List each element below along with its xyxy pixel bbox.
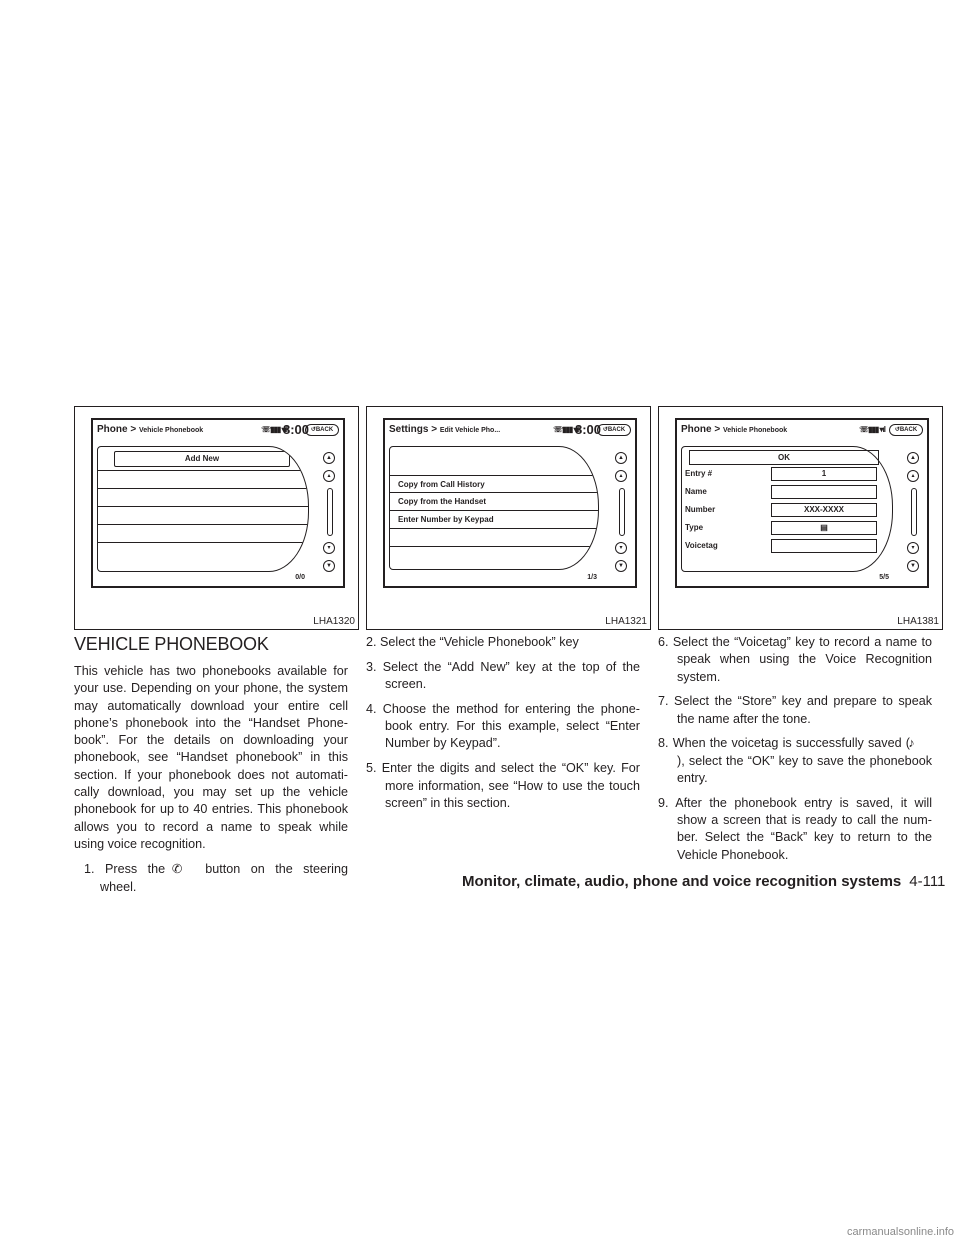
list-item[interactable]: Copy from Call History [390, 475, 598, 493]
step-6: 6. Select the “Voicetag” key to record a name to speak when using the Voice Recognition system. [658, 635, 932, 684]
back-button[interactable]: ↺BACK [889, 424, 923, 436]
screen-display [383, 418, 637, 588]
figure-lha1381 [658, 406, 943, 630]
figure-code: LHA1320 [313, 616, 355, 627]
scroll-track[interactable] [619, 488, 625, 536]
page-footer [462, 873, 945, 890]
page-down-icon[interactable]: ▼ [615, 560, 627, 572]
field-label: Name [685, 487, 707, 496]
voicetag-field[interactable] [771, 539, 877, 553]
page-up-icon[interactable]: ▲ [615, 452, 627, 464]
column-3 [658, 634, 932, 872]
page-down-icon[interactable]: ▼ [323, 560, 335, 572]
scroll-track[interactable] [327, 488, 333, 536]
field-value[interactable]: XXX-XXXX [771, 503, 877, 517]
field-label: Type [685, 523, 704, 532]
clock: 8:00 [282, 422, 309, 437]
page-down-icon[interactable]: ▼ [907, 560, 919, 572]
list-item[interactable]: Enter Number by Keypad [390, 511, 598, 529]
field-value[interactable]: ▤ [771, 521, 877, 535]
footer-section: Monitor, climate, audio, phone and voice recognition systems [462, 873, 902, 890]
entry-list [97, 446, 309, 572]
field-value[interactable]: 1 [771, 467, 877, 481]
step-8: 8. When the voicetag is successfully saved (♪), select the “OK” key to save the phonebook entry. [658, 736, 932, 786]
page-indicator: 0/0 [295, 574, 305, 581]
list-item[interactable] [98, 489, 308, 507]
screen-display [675, 418, 929, 588]
scrollbar[interactable] [323, 452, 337, 572]
status-icons: ☏▮▮▮ ▾ıl [261, 425, 287, 434]
status-bar [93, 420, 343, 440]
page-up-icon[interactable]: ▲ [907, 452, 919, 464]
back-button[interactable]: ↺BACK [597, 424, 631, 436]
status-bar [677, 420, 927, 440]
figure-lha1321 [366, 406, 651, 630]
scrollbar[interactable] [907, 452, 921, 572]
phone-icon: ✆ [171, 862, 183, 877]
screen-title: Phone > Vehicle Phonebook [681, 424, 788, 435]
step-4: 4. Choose the method for entering the phone-book entry. For this example, select “Enter Number by Keypad”. [366, 701, 640, 751]
column-1 [74, 634, 348, 903]
screen-display [91, 418, 345, 588]
list-item[interactable] [98, 471, 308, 489]
step-1: 1. Press the ✆ button on the steering wheel. [84, 862, 348, 894]
screen-title: Settings > Edit Vehicle Pho... [389, 424, 501, 435]
watermark: carmanualsonline.info [846, 1226, 954, 1238]
list-item[interactable] [98, 507, 308, 525]
step-7: 7. Select the “Store” key and prepare to speak the name after the tone. [658, 694, 932, 726]
list-item[interactable]: Add New [98, 451, 308, 471]
list-item[interactable]: Copy from the Handset [390, 493, 598, 511]
step-9: 9. After the phonebook entry is saved, it will show a screen that is ready to call the num-ber. Select the “Back” key to return to the Vehicle Phonebook. [658, 795, 932, 862]
list-item[interactable] [98, 525, 308, 543]
intro-paragraph: This vehicle has two phonebooks available for your use. Depending on your phone, the system may automatically download your entire cell phone’s phonebook into the “Handset Phone-book”. For the details on downloading your phonebook, see “Handset phonebook” in this section. If your phonebook does not automati-cally download, you may set up the vehicle phonebook for up to 40 entries. This phonebook allows you to record a name to speak while using voice recognition. [74, 664, 348, 851]
status-icons: ☏▮▮▮ ▾ıl [553, 425, 579, 434]
status-bar [385, 420, 635, 440]
section-heading: VEHICLE PHONEBOOK [74, 634, 269, 654]
field-label: Voicetag [685, 541, 718, 550]
field-label: Number [685, 505, 716, 514]
column-2 [366, 634, 640, 820]
page-indicator: 1/3 [587, 574, 597, 581]
scroll-down-icon[interactable]: ▾ [323, 542, 335, 554]
field-value[interactable] [771, 485, 877, 499]
step-2: 2. Select the “Vehicle Phonebook” key [366, 635, 579, 649]
ok-button[interactable]: OK [689, 450, 879, 465]
step-3: 3. Select the “Add New” key at the top of the screen. [366, 659, 640, 692]
scroll-down-icon[interactable]: ▾ [615, 542, 627, 554]
figure-code: LHA1321 [605, 616, 647, 627]
scrollbar[interactable] [615, 452, 629, 572]
page-number: 4-111 [909, 873, 946, 890]
list-item[interactable] [390, 529, 598, 547]
figure-code: LHA1381 [897, 616, 939, 627]
scroll-up-icon[interactable]: ▴ [907, 470, 919, 482]
page-indicator: 5/5 [879, 574, 889, 581]
method-list [389, 446, 599, 570]
voicetag-icon: ♪ [908, 736, 915, 751]
back-button[interactable]: ↺BACK [305, 424, 339, 436]
scroll-up-icon[interactable]: ▴ [323, 470, 335, 482]
page-up-icon[interactable]: ▲ [323, 452, 335, 464]
figure-lha1320 [74, 406, 359, 630]
scroll-track[interactable] [911, 488, 917, 536]
clock: 8:00 [574, 422, 601, 437]
status-icons: ☏▮▮▮ ▾ıl [859, 425, 885, 434]
scroll-down-icon[interactable]: ▾ [907, 542, 919, 554]
scroll-up-icon[interactable]: ▴ [615, 470, 627, 482]
screen-title: Phone > Vehicle Phonebook [97, 424, 204, 435]
step-5: 5. Enter the digits and select the “OK” key. For more information, see “How to use the touch screen” in this section. [366, 761, 640, 810]
field-label: Entry # [685, 469, 713, 478]
